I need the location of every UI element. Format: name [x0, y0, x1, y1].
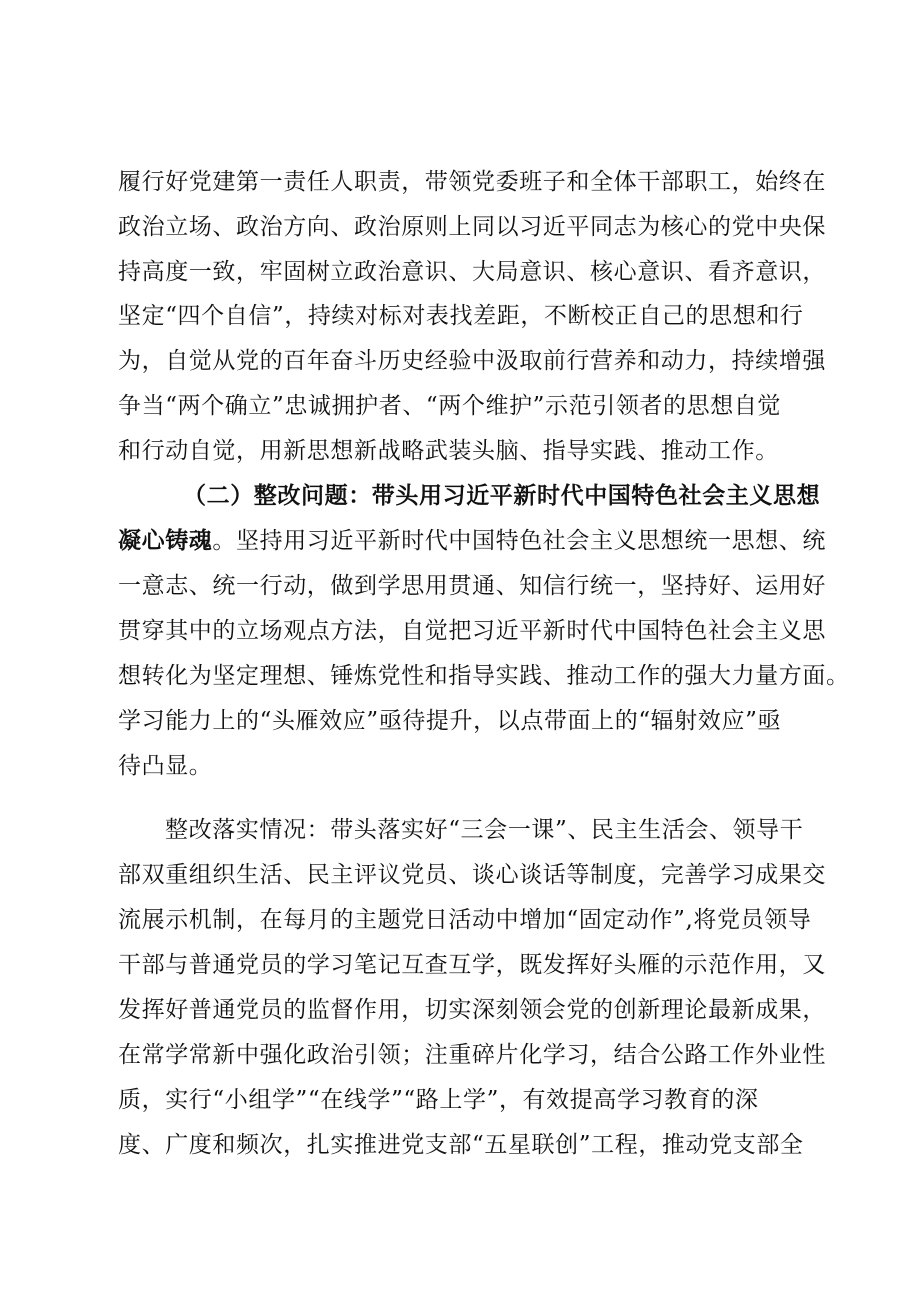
section-heading: （二）整改问题：带头用习近平新时代中国特色社会主义思想 — [183, 482, 821, 509]
section-heading-continuation: 凝心铸魂 — [118, 527, 213, 554]
text-line: 度、广度和频次，扎实推进党支部“五星联创”工程，推动党支部全 — [118, 1132, 804, 1158]
text-line — [118, 526, 826, 556]
text-line: 一意志、统一行动，做到学思用贯通、知信行统一，坚持好、运用好 — [118, 573, 826, 599]
text-line: 发挥好普通党员的监督作用，切实深刻领会党的创新理论最新成果， — [118, 997, 826, 1023]
text-line: 贯穿其中的立场观点方法，自觉把习近平新时代中国特色社会主义思 — [118, 618, 826, 644]
text-line: 整改落实情况：带头落实好“三会一课”、民主生活会、领导干 — [165, 817, 804, 843]
text-line: 在常学常新中强化政治引领；注重碎片化学习，结合公路工作外业性 — [118, 1042, 826, 1068]
text-line: 坚定“四个自信”，持续对标对表找差距，不断校正自己的思想和行 — [118, 303, 804, 329]
text-line: 干部与普通党员的学习笔记互查互学，既发挥好头雁的示范作用，又 — [118, 952, 826, 978]
text-line: 待凸显。 — [118, 753, 213, 779]
text-line: 争当“两个确立”忠诚拥护者、“两个维护”示范引领者的思想自觉 — [118, 393, 782, 419]
text-line: 持高度一致，牢固树立政治意识、大局意识、核心意识、看齐意识， — [118, 259, 826, 285]
text-line: 政治立场、政治方向、政治原则上同以习近平同志为核心的党中央保 — [118, 214, 826, 240]
text-line: 和行动自觉，用新思想新战略武装头脑、指导实践、推动工作。 — [118, 438, 779, 464]
text-line: 部双重组织生活、民主评议党员、谈心谈话等制度，完善学习成果交 — [118, 862, 826, 888]
text-line: 流展示机制，在每月的主题党日活动中增加“固定动作”,将党员领导 — [118, 907, 812, 933]
text-span: 。坚持用习近平新时代中国特色社会主义思想统一思想、统 — [212, 528, 827, 554]
text-line: 想转化为坚定理想、锤炼党性和指导实践、推动工作的强大力量方面。 — [118, 663, 850, 689]
text-line: 学习能力上的“头雁效应”亟待提升，以点带面上的“辐射效应”亟 — [118, 708, 782, 734]
text-line: 为，自觉从党的百年奋斗历史经验中汲取前行营养和动力，持续增强 — [118, 348, 826, 374]
text-line: 履行好党建第一责任人职责，带领党委班子和全体干部职工，始终在 — [118, 169, 826, 195]
text-line: 质，实行“小组学”“在线学”“路上学”，有效提高学习教育的深 — [118, 1087, 759, 1113]
